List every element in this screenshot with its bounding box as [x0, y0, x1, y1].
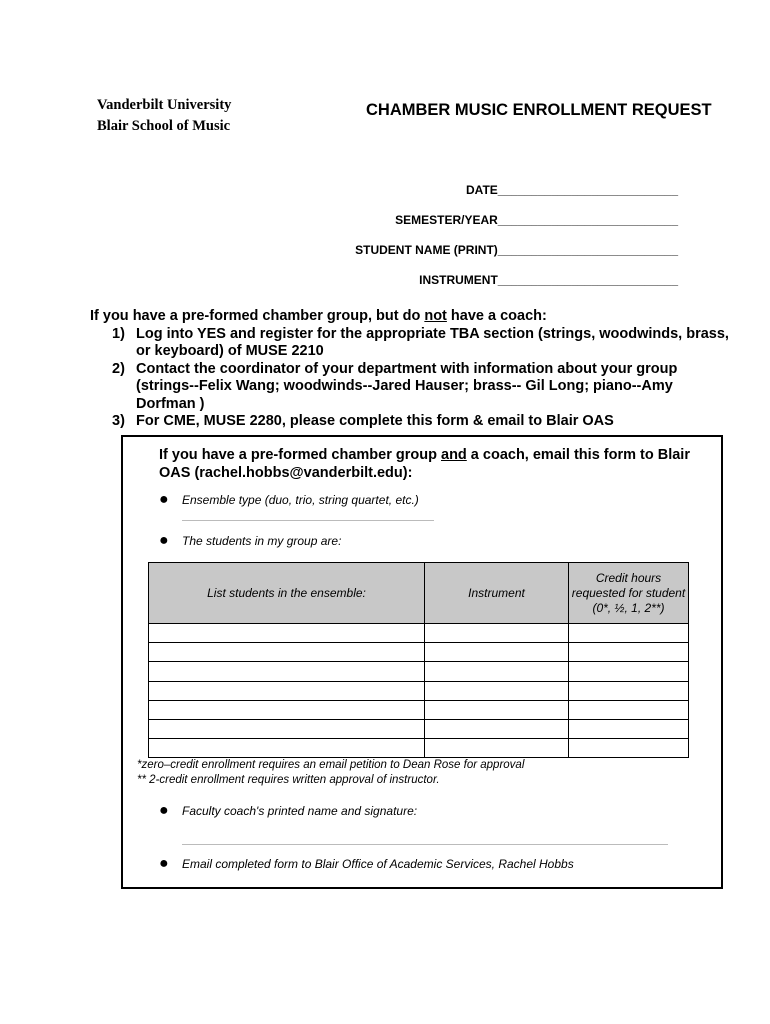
table-row: [149, 739, 689, 758]
step-item: 3) For CME, MUSE 2280, please complete this form & email to Blair OAS: [112, 413, 614, 429]
coach-section-heading: If you have a pre-formed chamber group and a coach, email this form to Blair OAS (rachel.hobbs@vanderbilt.edu):: [159, 447, 690, 481]
col-header-students: List students in the ensemble:: [149, 563, 425, 624]
coach-signature-line[interactable]: [182, 844, 668, 845]
semester-year-field[interactable]: SEMESTER/YEAR___________________________: [395, 213, 678, 227]
bullet-icon: ●: [159, 532, 169, 549]
footnote-zero-credit: *zero–credit enrollment requires an email petition to Dean Rose for approval: [137, 759, 525, 771]
no-coach-heading: If you have a pre-formed chamber group, but do not have a coach:: [90, 308, 547, 324]
student-name-field[interactable]: STUDENT NAME (PRINT)___________________________: [355, 243, 678, 257]
table-row: [149, 700, 689, 719]
date-field[interactable]: DATE___________________________: [466, 183, 678, 197]
no-coach-section: [90, 308, 730, 431]
coach-section-box: If you have a pre-formed chamber group and a coach, email this form to Blair OAS (rachel.hobbs@vanderbilt.edu): ● Ensemble type (duo, trio, string quartet, etc.) ● The students in my group are: List students in the ensemble: Instrument Credit hours requested for student (0*, ½, 1, 2**) *zero–credit enrollment requires an email petition to Dean Rose for approval ** 2-credit enrollment requires written approval of instructor. ● Faculty coach's printed name and signature: ● Email completed form to Blair Office of Academic Services, Rachel Hobbs: [121, 435, 723, 889]
table-row: [149, 681, 689, 700]
bullet-icon: ●: [159, 491, 169, 508]
instrument-field[interactable]: INSTRUMENT___________________________: [419, 273, 678, 287]
table-row: [149, 662, 689, 681]
form-title: CHAMBER MUSIC ENROLLMENT REQUEST: [366, 101, 712, 119]
step-item: 2) Contact the coordinator of your department with information about your group (strings--Felix Wang; woodwinds--Jared Hauser; brass-- Gil Long; piano--Amy Dorfman ): [112, 360, 678, 412]
table-row: [149, 624, 689, 643]
table-row: [149, 719, 689, 738]
institution-line1: Vanderbilt University: [97, 97, 232, 113]
ensemble-type-line[interactable]: [182, 520, 434, 521]
footnote-two-credit: ** 2-credit enrollment requires written approval of instructor.: [137, 774, 440, 786]
step-item: 1) Log into YES and register for the appropriate TBA section (strings, woodwinds, brass, or keyboard) of MUSE 2210: [112, 325, 729, 359]
institution-name: [97, 95, 231, 137]
institution-line2: Blair School of Music: [97, 118, 231, 134]
student-info-fields: [355, 175, 678, 295]
table-row: [149, 643, 689, 662]
student-roster-table: [148, 562, 689, 758]
bullet-icon: ●: [159, 855, 169, 872]
col-header-instrument: Instrument: [425, 563, 569, 624]
col-header-credit-hours: Credit hours requested for student (0*, ½, 1, 2**): [569, 563, 689, 624]
credit-footnotes: [137, 758, 524, 788]
bullet-icon: ●: [159, 802, 169, 819]
